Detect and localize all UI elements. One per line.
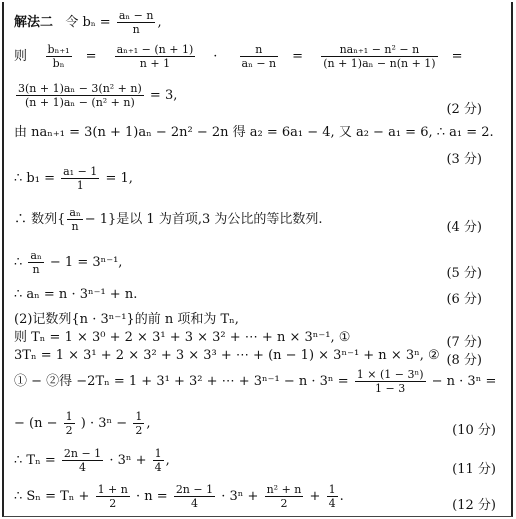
ratio-fraction-2: $\frac{\text{aₙ₊₁ − (n + 1)}}{n + 1}$ <box>116 43 194 70</box>
row-3tn-sum: 3Tₙ = 1 × 3¹ + 2 × 3² + 3 × 3³ + ⋯ + (n − 1) × 3ⁿ⁻¹ + n × 3ⁿ, ② <box>14 348 440 363</box>
row-tn-def: (2)记数列{n · 3ⁿ⁻¹}的前 n 项和为 Tₙ, <box>14 312 239 327</box>
row-tn-sum: 则 Tₙ = 1 × 3⁰ + 2 × 3¹ + 3 × 3² + ⋯ + n × 3ⁿ⁻¹, ① <box>14 330 351 345</box>
sn-fraction-1: $\frac{1 + n}{2}$ <box>97 483 128 510</box>
row-a1: 由 naₙ₊₁ = 3(n + 1)aₙ − 2n² − 2n 得 a₂ = 6a₁ − 4, 又 a₂ − a₁ = 6, ∴ a₁ = 2. <box>14 125 494 140</box>
row-b1: ∴ b₁ = $\frac{\text{a₁ − 1}}{1}$ = 1, <box>14 165 133 192</box>
tn-fraction-1: $\frac{2n - 1}{4}$ <box>63 447 102 474</box>
ratio-result-fraction: $\frac{\text{3(n + 1)aₙ − 3(n² + n)}}{\text{(n + 1)aₙ − (n² + n)}}$ <box>18 82 142 109</box>
row-sn-result: ∴ Sₙ = Tₙ + $\frac{1 + n}{2}$ · n = $\frac{2n - 1}{4}$ · 3ⁿ + $\frac{\text{n² + n}}{2}$ + $\frac{1}{4}$ . <box>14 483 344 510</box>
row-tn-result: ∴ Tₙ = $\frac{2n - 1}{4}$ · 3ⁿ + $\frac{1}{4}$ , <box>14 447 170 474</box>
score-12: (12 分) <box>452 498 496 513</box>
half-fraction-1: $\frac{1}{2}$ <box>65 410 73 437</box>
ratio-fraction-1: $\frac{\text{bₙ₊₁}}{\text{bₙ}}$ <box>47 43 70 70</box>
score-8: (8 分) <box>446 353 482 368</box>
score-10: (10 分) <box>452 423 496 438</box>
ratio-fraction-4: $\frac{\text{naₙ₊₁ − n² − n}}{\text{(n + 1)aₙ − n(n + 1)}}$ <box>323 43 436 70</box>
score-2: (2 分) <box>446 102 482 117</box>
sn-fraction-2: $\frac{2n - 1}{4}$ <box>175 483 214 510</box>
an-over-n-fraction: $\frac{\text{aₙ}}{n}$ <box>30 249 42 276</box>
geometric-fraction: $\frac{\text{aₙ}}{n}$ <box>69 206 81 233</box>
row-ratio: 则 $\frac{\text{bₙ₊₁}}{\text{bₙ}}$ = $\frac{\text{aₙ₊₁ − (n + 1)}}{n + 1}$ · $\frac{n}{\text{aₙ − n}}$ = $\frac{\text{naₙ₊₁ − n² − n}}{\text{(n + 1)aₙ − n(n + 1)}}$ = <box>14 43 463 70</box>
row-subtract-result: − (n − $\frac{1}{2}$ ) · 3ⁿ − $\frac{1}{2}$ , <box>14 410 151 437</box>
let-text: 令 b <box>65 15 91 30</box>
tn-fraction-2: $\frac{1}{4}$ <box>154 447 162 474</box>
score-5: (5 分) <box>446 266 482 281</box>
subtract-fraction: $\frac{\text{1 × (1 − 3ⁿ)}}{1 - 3}$ <box>356 368 424 395</box>
sn-fraction-3: $\frac{\text{n² + n}}{2}$ <box>266 483 302 510</box>
b1-fraction: $\frac{\text{a₁ − 1}}{1}$ <box>63 165 98 192</box>
ratio-fraction-3: $\frac{n}{\text{aₙ − n}}$ <box>241 43 277 70</box>
score-3: (3 分) <box>446 152 482 167</box>
row-subtract: ① − ②得 −2Tₙ = 1 + 3¹ + 3² + ⋯ + 3ⁿ⁻¹ − n · 3ⁿ = $\frac{\text{1 × (1 − 3ⁿ)}}{1 - 3}$ − n · 3ⁿ = <box>14 368 497 395</box>
row-an-over-n: ∴ $\frac{\text{aₙ}}{n}$ − 1 = 3ⁿ⁻¹, <box>14 249 123 276</box>
method-label: 解法二 <box>14 15 54 30</box>
row-an: ∴ aₙ = n · 3ⁿ⁻¹ + n. <box>14 287 138 302</box>
row-geometric: ∴ 数列{ $\frac{\text{aₙ}}{n}$ − 1}是以 1 为首项,3 为公比的等比数列. <box>14 206 323 233</box>
score-6: (6 分) <box>446 292 482 307</box>
half-fraction-2: $\frac{1}{2}$ <box>135 410 143 437</box>
sn-fraction-4: $\frac{1}{4}$ <box>328 483 336 510</box>
score-4: (4 分) <box>446 220 482 235</box>
row-definition: 解法二 令 bₙ = $\frac{\text{aₙ − n}}{n}$ , <box>14 9 162 36</box>
row-ratio-result: $\frac{\text{3(n + 1)aₙ − 3(n² + n)}}{\text{(n + 1)aₙ − (n² + n)}}$ = 3, <box>18 82 178 109</box>
def-fraction: $\frac{\text{aₙ − n}}{n}$ <box>118 9 154 36</box>
score-11: (11 分) <box>452 462 496 477</box>
score-7: (7 分) <box>446 335 482 350</box>
